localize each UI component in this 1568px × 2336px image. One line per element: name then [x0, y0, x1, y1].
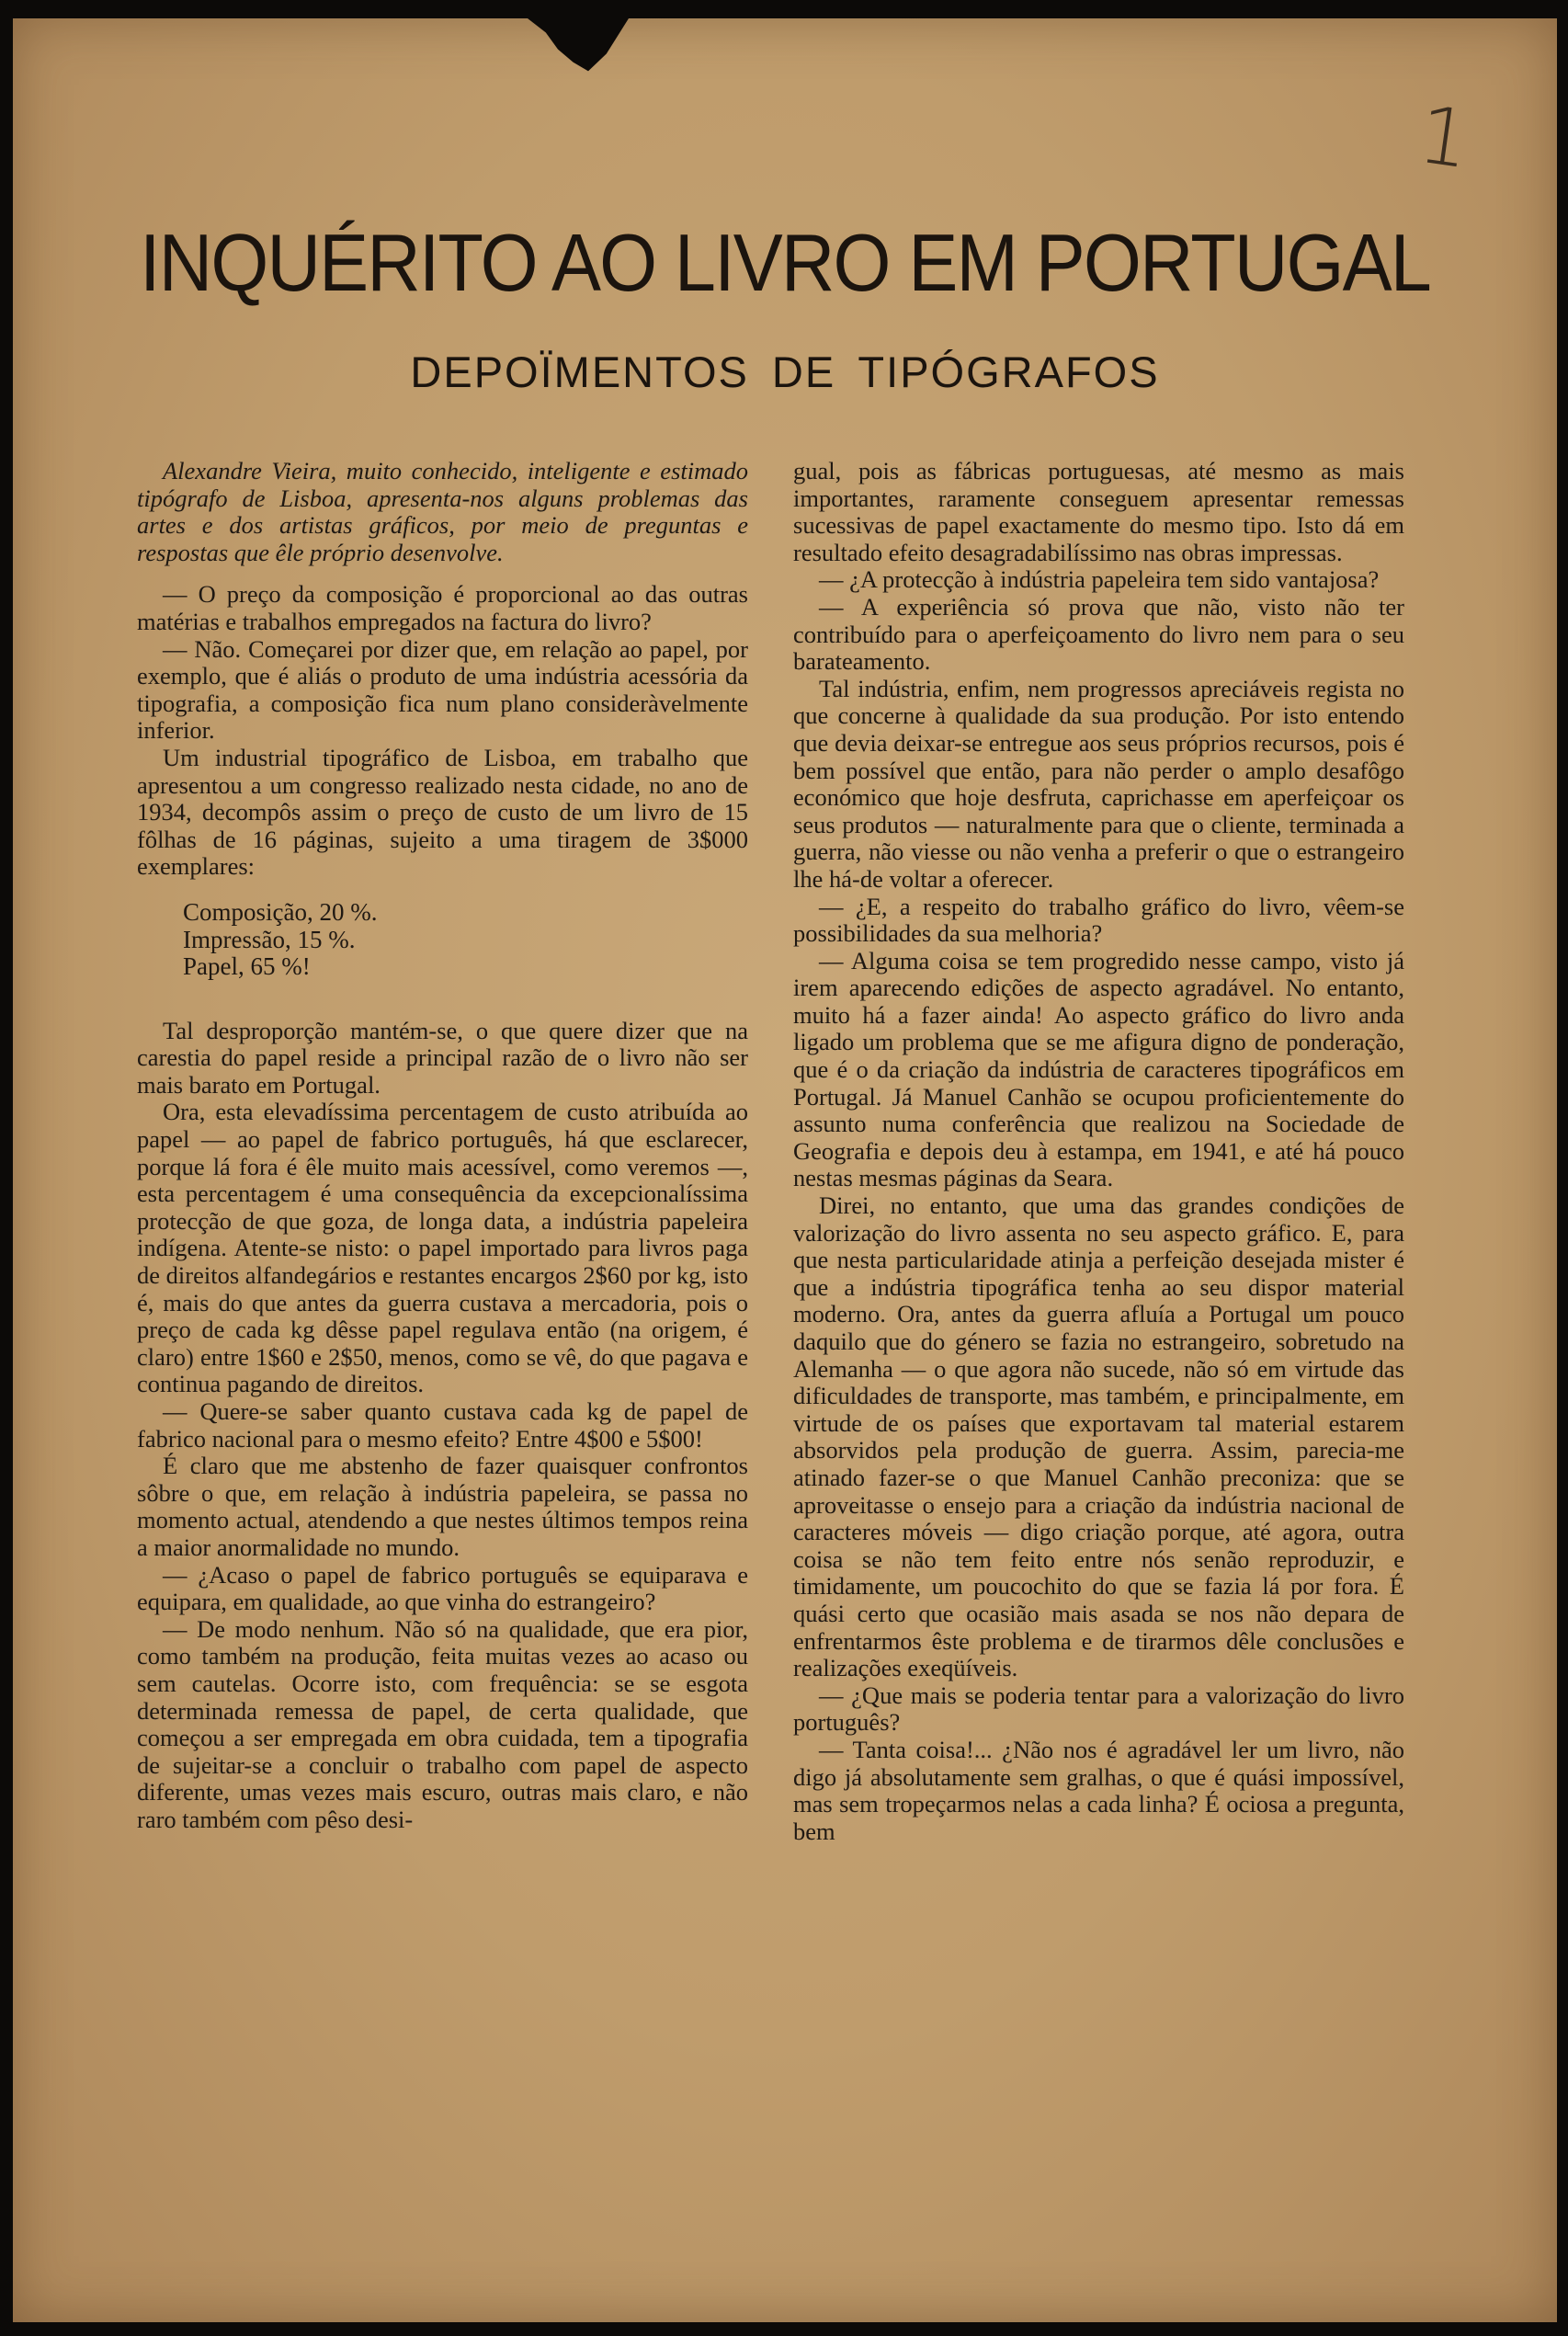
cost-item: Impressão, 15 %. — [183, 925, 356, 953]
cost-item: Composição, 20 %. — [183, 897, 378, 926]
paragraph: É claro que me abstenho de fazer quaisquer confrontos sôbre o que, em relação à indústria papeleira, se passa no momento actual, atendendo a que nestes últimos tempos reina a maior anormalidade no mundo. — [137, 1452, 748, 1561]
paragraph: — Alguma coisa se tem progredido nesse campo, visto já irem aparecendo edições de aspecto agradável. No entanto, muito há a fazer ainda! Ao aspecto gráfico do livro anda ligado um problema que se me afigura digno de ponderação, que é o da criação da indústria de caracteres tipográficos em Portugal. Já Manuel Canhão se ocupou proficientemente do assunto numa conferência que realizou na Sociedade de Geografia e depois deu à estampa, em 1941, e até há pouco nestas mesmas páginas da Seara. — [793, 946, 1404, 1192]
document-page — [13, 18, 1557, 2322]
torn-edge — [528, 18, 629, 83]
article-title: INQUÉRITO AO LIVRO EM PORTUGAL — [140, 217, 1430, 308]
paragraph: gual, pois as fábricas portuguesas, até mesmo as mais importantes, raramente conseguem apresentar remessas sucessivas de papel exactamente do mesmo tipo. Isto dá em resultado efeito desagradabilíssimo nas obras impressas. — [793, 457, 1404, 566]
paragraph: — Quere-se saber quanto custava cada kg de papel de fabrico nacional para o mesmo efeito? Entre 4$00 e 5$00! — [137, 1397, 748, 1453]
paragraph: — ¿E, a respeito do trabalho gráfico do livro, vêem-se possibilidades da sua melhoria? — [793, 892, 1404, 948]
paragraph: — A experiência só prova que não, visto não ter contribuído para o aperfeiçoamento do livro nem para o seu barateamento. — [793, 592, 1404, 676]
paragraph: Direi, no entanto, que uma das grandes condições de valorização do livro assenta no seu aspecto gráfico. E, para que nesta particularidade atinja a perfeição desejada mister é que a indústria tipográfica tenha ao seu dispor material moderno. Ora, antes da guerra afluía a Portugal um pouco daquilo que do género se fazia no estrangeiro, sobretudo na Alemanha — o que agora não sucede, não só em virtude das dificuldades de transporte, mas também, e principalmente, em virtude de os países que exportavam tal material estarem absorvidos pela produção de guerra. Assim, parecia-me atinado fazer-se o que Manuel Canhão preconiza: que se aproveitasse o ensejo para a criação da indústria nacional de caracteres móveis — digo criação porque, até agora, outra coisa se não tem feito entre nós senão reproduzir, e timidamente, um poucochito do que se fazia lá por fora. É quási certo que ocasião mais asada se nos não depara de enfrentarmos êste problema e de tirarmos dêle conclusões e realizações exeqüíveis. — [793, 1191, 1404, 1682]
paragraph: — Não. Começarei por dizer que, em relação ao papel, por exemplo, que é aliás o produto de uma indústria acessória da tipografia, a composição fica num plano consideràvelmente inferior. — [137, 634, 748, 745]
paragraph: — Tanta coisa!... ¿Não nos é agradável ler um livro, não digo já absolutamente sem gralhas, o que é quási impossível, mas sem tropeçarmos nelas a cada linha? É ociosa a pregunta, bem — [793, 1735, 1404, 1845]
paragraph: Tal indústria, enfim, nem progressos apreciáveis regista no que concerne à qualidade da sua produção. Por isto entendo que devia deixar-se entregue aos seus próprios recursos, pois é bem possível que então, para não perder o amplo desafôgo económico que hoje desfruta, caprichasse em aperfeiçoar os seus produtos — naturalmente para que o cliente, terminada a guerra, não viesse ou não venha a preferir o que o estrangeiro lhe há-de voltar a oferecer. — [793, 674, 1404, 893]
page-number: 1 — [1413, 88, 1476, 188]
paragraph: — ¿Acaso o papel de fabrico português se equiparava e equipara, em qualidade, ao que vinha do estrangeiro? — [137, 1560, 748, 1616]
intro-paragraph: Alexandre Vieira, muito conhecido, inteligente e estimado tipógrafo de Lisboa, apresenta-nos alguns problemas das artes e dos artistas gráficos, por meio de preguntas e respostas que êle próprio desenvolve. — [137, 457, 748, 566]
left-column — [137, 458, 748, 1834]
paragraph: Tal desproporção mantém-se, o que quere dizer que na carestia do papel reside a principal razão de o livro não ser mais barato em Portugal. — [137, 1016, 748, 1099]
paragraph: Ora, esta elevadíssima percentagem de custo atribuída ao papel — ao papel de fabrico português, há que esclarecer, porque lá fora é êle muito mais acessível, como veremos —, esta percentagem é uma consequência da excepcionalíssima protecção de que goza, de longa data, a indústria papeleira indígena. Atente-se nisto: o papel importado para livros paga de direitos alfandegários e restantes encargos 2$60 por kg, isto é, mais do que antes da guerra custava a mercadoria, pois o preço de cada kg dêsse papel regulava então (na origem, é claro) entre 1$60 e 2$50, menos, como se vê, do que pagava e continua pagando de direitos. — [137, 1098, 748, 1398]
right-column — [793, 458, 1404, 1845]
paragraph: — De modo nenhum. Não só na qualidade, que era pior, como também na produção, feita muitas vezes ao acaso ou sem cautelas. Ocorre isto, com frequência: se se esgota determinada remessa de papel, de certa qualidade, que começou a ser empregada em obra cuidada, tem a tipografia de sujeitar-se a concluir o trabalho com papel de aspecto diferente, umas vezes mais escuro, outras mais claro, e não raro também com pêso desi- — [137, 1614, 748, 1833]
cost-breakdown — [137, 899, 748, 981]
paragraph: Um industrial tipográfico de Lisboa, em trabalho que apresentou a um congresso realizado nesta cidade, no ano de 1934, decompôs assim o preço de custo de um livro de 15 fôlhas de 16 páginas, sujeito a uma tiragem de 3$000 exemplares: — [137, 743, 748, 881]
cost-item: Papel, 65 %! — [183, 952, 311, 981]
article-subtitle: DEPOÏMENTOS DE TIPÓGRAFOS — [410, 348, 1160, 396]
paragraph: — O preço da composição é proporcional ao das outras matérias e trabalhos empregados na factura do livro? — [137, 580, 748, 635]
paragraph: — ¿A protecção à indústria papeleira tem sido vantajosa? — [819, 565, 1380, 594]
paragraph: — ¿Que mais se poderia tentar para a valorização do livro português? — [793, 1681, 1404, 1737]
